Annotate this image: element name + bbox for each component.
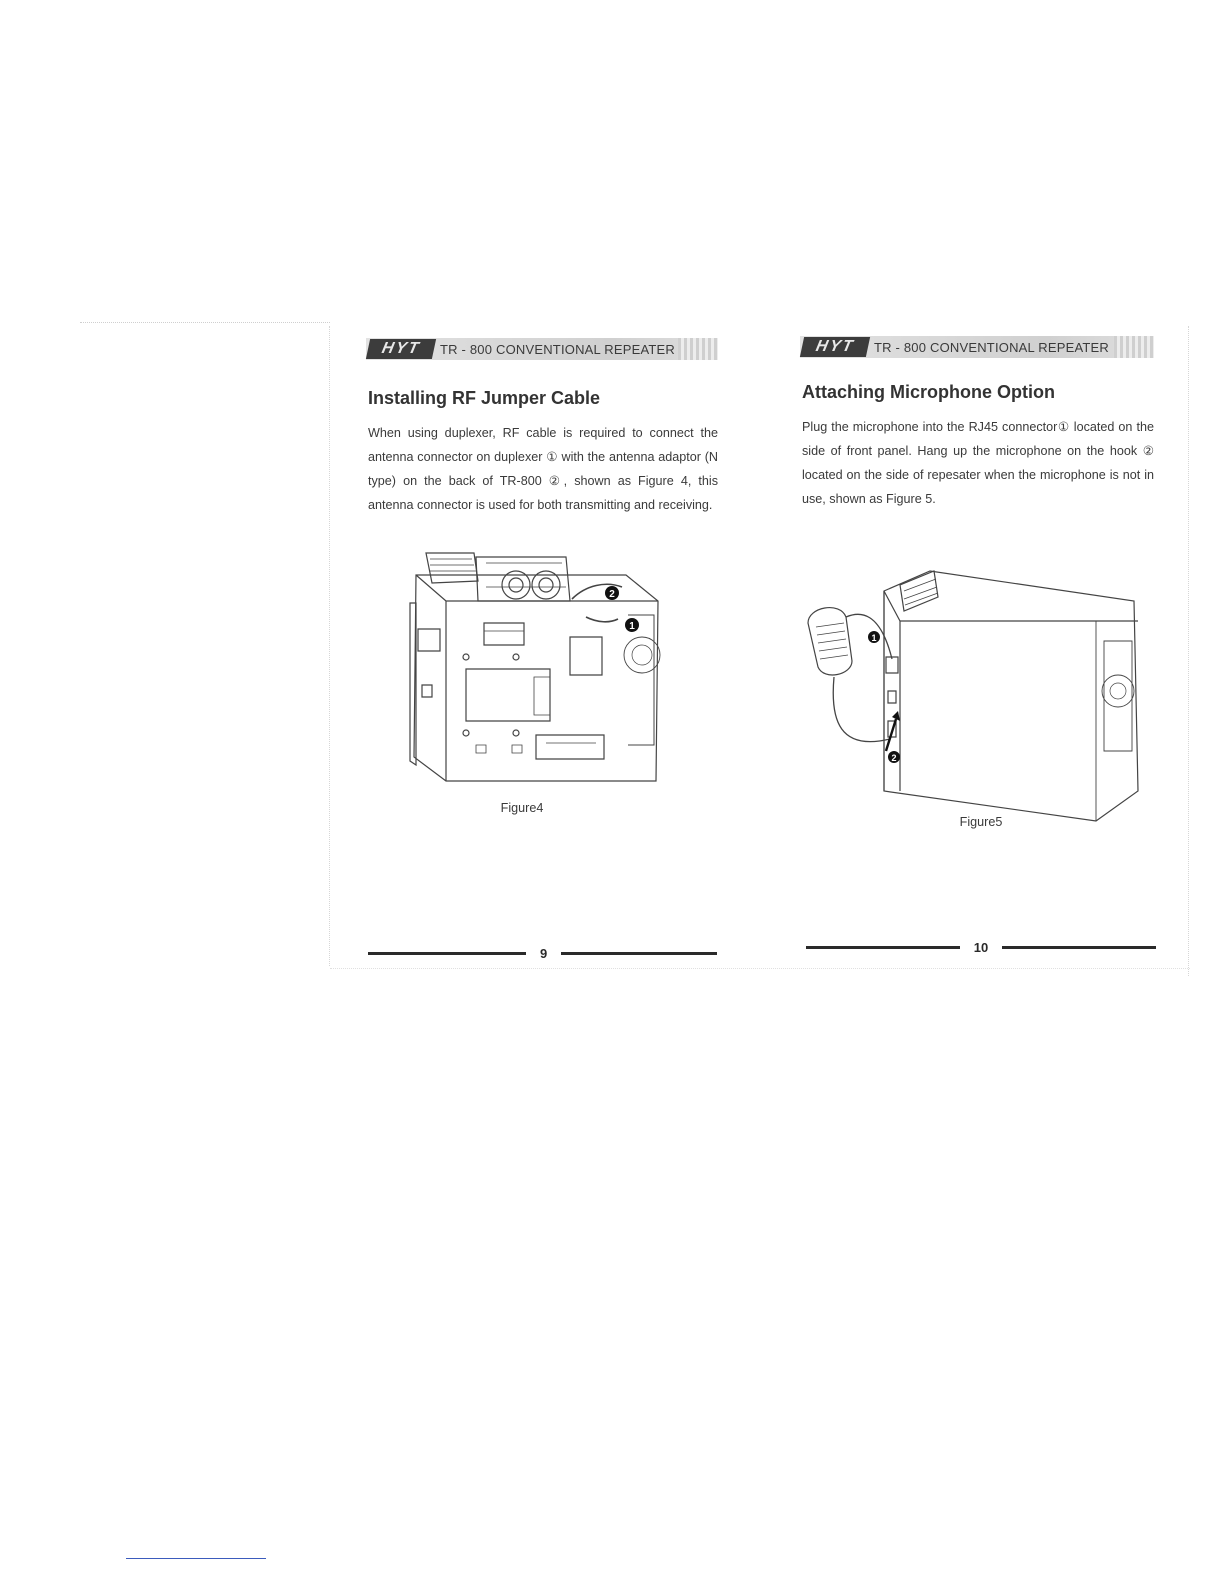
header-hatch — [678, 338, 718, 360]
section-paragraph: When using duplexer, RF cable is required to connect the antenna connector on duplexer ① with the antenna adaptor (N type) on the back of TR-800 ②, shown as Figure 4, this antenna connector is used for both transmitting and receiving. — [368, 426, 718, 512]
header-title: TR - 800 CONVENTIONAL REPEATER — [440, 341, 675, 357]
scan-edge-top — [80, 322, 330, 323]
repeater-microphone-illustration — [800, 551, 1154, 831]
page-number-rule — [561, 952, 717, 955]
section-paragraph: Plug the microphone into the RJ45 connector① located on the side of front panel. Hang up the microphone on the hook ② located on the side of repesater when the microphone is not in use, shown as Figure 5. — [802, 420, 1154, 506]
page-number-rule — [1002, 946, 1156, 949]
page-header — [800, 336, 1154, 358]
callout-1: 1 — [871, 633, 877, 643]
page-number-left — [368, 946, 718, 961]
callout-1: 1 — [629, 621, 635, 632]
figure-caption: Figure4 — [500, 801, 544, 815]
scan-edge-right — [1188, 326, 1189, 976]
figure-5 — [800, 551, 1154, 829]
page-left — [366, 338, 718, 815]
page-number-right — [806, 940, 1156, 955]
hyt-logo: HYT — [366, 339, 436, 359]
callout-2: 2 — [609, 589, 615, 600]
header-title: TR - 800 CONVENTIONAL REPEATER — [874, 339, 1109, 355]
section-title: Installing RF Jumper Cable — [368, 388, 601, 408]
scan-edge-bottom — [330, 968, 1190, 969]
header-hatch — [1114, 336, 1154, 358]
callout-2: 2 — [891, 753, 897, 763]
hyt-logo: HYT — [800, 337, 870, 357]
figure-4 — [366, 545, 718, 815]
page-right — [800, 336, 1154, 829]
page-header — [366, 338, 718, 360]
figure-caption: Figure5 — [959, 815, 1003, 829]
page-number-rule — [368, 952, 526, 955]
page-number: 9 — [540, 946, 548, 961]
page-number-rule — [806, 946, 960, 949]
footnote-rule — [126, 1558, 266, 1559]
scan-edge-left — [329, 326, 330, 966]
repeater-interior-illustration — [366, 545, 718, 805]
section-title: Attaching Microphone Option — [802, 382, 1055, 402]
page-number: 10 — [973, 940, 989, 955]
